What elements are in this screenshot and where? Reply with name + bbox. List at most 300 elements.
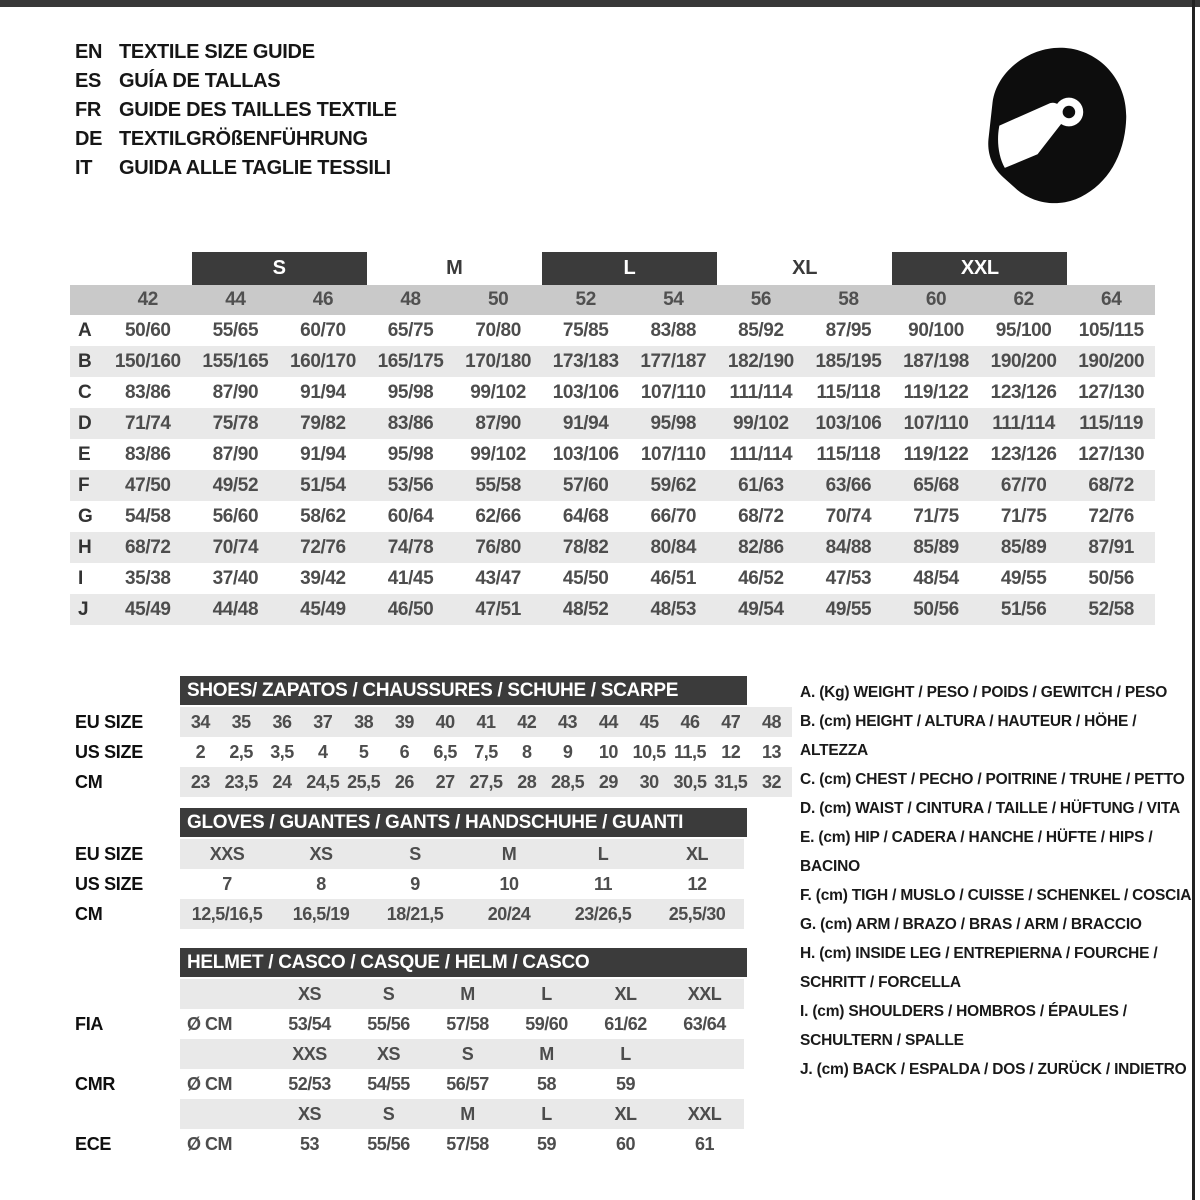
measure-letter: I	[78, 567, 83, 589]
size-group-label: XL	[614, 983, 637, 1004]
size-value-cell: 38	[354, 711, 374, 732]
spacer	[75, 948, 180, 979]
legend-item: A. (Kg) WEIGHT / PESO / POIDS / GEWITCH / PESO	[800, 684, 1168, 701]
size-value-cell: 12	[721, 741, 741, 762]
size-value-cell: 53/56	[387, 474, 434, 496]
size-value-cell: 11	[593, 873, 613, 894]
size-value-cell: 78/82	[562, 536, 609, 558]
shoes-table-title: SHOES/ ZAPATOS / CHAUSSURES / SCHUHE / SCARPE	[180, 676, 747, 705]
shoes-row-labels	[70, 676, 180, 797]
language-code: EN	[75, 41, 103, 63]
size-value-cell: 59	[615, 1073, 636, 1094]
size-value-cell: 115/118	[816, 381, 881, 403]
size-value-cell: 31,5	[714, 771, 748, 792]
size-value-cell: 49/54	[738, 598, 784, 620]
size-value-cell: 35/38	[125, 567, 171, 589]
language-title-list	[75, 38, 397, 183]
size-group-label: XS	[297, 1103, 321, 1124]
size-value-cell: 95/98	[387, 443, 434, 465]
size-group-label	[665, 1039, 744, 1069]
size-value-cell: 187/198	[903, 350, 969, 372]
size-value-cell: 65/75	[387, 319, 434, 341]
size-group-label: M	[460, 1103, 475, 1124]
row-label: EU SIZE	[75, 843, 143, 864]
size-value-cell: 190/200	[1078, 350, 1145, 372]
size-value-cell: 103/106	[552, 381, 619, 403]
size-value-cell: 51/54	[300, 474, 346, 496]
numeric-size-header-row	[70, 285, 1155, 315]
table-row	[70, 315, 1155, 346]
language-code: ES	[75, 70, 102, 92]
size-value-cell: 43	[558, 711, 578, 732]
size-value-cell: 4	[318, 741, 328, 762]
size-value-cell: 82/86	[738, 536, 784, 558]
numeric-size-label: 54	[663, 289, 684, 310]
size-value-cell: 58	[536, 1073, 557, 1094]
size-value-cell: 41	[476, 711, 496, 732]
size-value-cell: 7,5	[474, 741, 498, 762]
size-value-cell: 65/68	[913, 474, 959, 496]
size-group-label: XXL	[687, 1103, 722, 1124]
size-value-cell: 27,5	[469, 771, 503, 792]
size-value-cell: 39/42	[300, 567, 346, 589]
language-title-row	[75, 125, 397, 154]
size-value-cell: 83/86	[125, 381, 171, 403]
size-value-cell: 10,5	[632, 741, 666, 762]
size-value-cell: 45	[639, 711, 659, 732]
size-value-cell: 48	[762, 711, 782, 732]
size-value-cell: 57/58	[446, 1133, 489, 1154]
numeric-size-label: 50	[487, 289, 509, 310]
size-value-cell: 95/100	[995, 319, 1052, 341]
measure-letter: E	[78, 443, 91, 465]
size-value-cell: 8	[522, 741, 532, 762]
shoes-cm-row	[180, 767, 792, 797]
size-value-cell: 68/72	[738, 505, 784, 527]
helmet-values-row	[180, 1069, 744, 1099]
size-value-cell: 7	[222, 873, 232, 894]
shoes-us-row	[180, 737, 792, 767]
size-value-cell: 9	[410, 873, 420, 894]
size-value-cell: 72/76	[1088, 505, 1134, 527]
size-value-cell: 68/72	[125, 536, 171, 558]
spacer	[75, 1099, 180, 1129]
numeric-size-label: 46	[312, 289, 334, 310]
size-value-cell: 62/66	[475, 505, 521, 527]
size-value-cell: 91/94	[562, 412, 609, 434]
size-value-cell: 95/98	[650, 412, 697, 434]
size-value-cell: 72/76	[300, 536, 346, 558]
size-value-cell: 182/190	[727, 350, 794, 372]
size-value-cell: 91/94	[300, 443, 346, 465]
size-value-cell: 44/48	[212, 598, 259, 620]
helmet-icon	[983, 44, 1133, 210]
helmet-size-table	[70, 948, 792, 1159]
table-row	[70, 563, 1155, 594]
size-value-cell: 185/195	[815, 350, 882, 372]
size-value-cell: 46/50	[387, 598, 434, 620]
numeric-size-label: 44	[225, 289, 246, 310]
size-value-cell: 29	[598, 771, 618, 792]
size-value-cell: 40	[435, 711, 455, 732]
size-value-cell: 87/95	[825, 319, 872, 341]
helmet-table-title: HELMET / CASCO / CASQUE / HELM / CASCO	[180, 948, 747, 977]
size-value-cell: 111/114	[992, 412, 1055, 434]
size-value-cell: 12	[687, 873, 707, 894]
shoes-table-body	[180, 707, 792, 797]
size-value-cell: 160/170	[290, 350, 356, 372]
numeric-size-label: 60	[925, 289, 947, 310]
numeric-size-label: 58	[838, 289, 859, 310]
size-value-cell: 60/70	[300, 319, 346, 341]
size-group-label: S	[382, 983, 395, 1004]
legend-item: G. (cm) ARM / BRAZO / BRAS / ARM / BRACCIO	[800, 916, 1142, 933]
size-value-cell: 3,5	[270, 741, 294, 762]
size-value-cell: 85/92	[738, 319, 784, 341]
size-value-cell: M	[501, 843, 517, 864]
size-value-cell: 87/90	[212, 443, 259, 465]
size-group-label: S	[192, 252, 367, 285]
size-value-cell: 111/114	[729, 443, 793, 465]
size-value-cell: 155/165	[202, 350, 269, 372]
size-group-label: XXS	[292, 1043, 327, 1064]
textile-size-table	[70, 252, 1155, 625]
size-value-cell: 54/55	[367, 1073, 410, 1094]
size-value-cell: 99/102	[733, 412, 789, 434]
table-row	[70, 408, 1155, 439]
size-group-label: XL	[792, 257, 818, 279]
size-value-cell: 56/57	[446, 1073, 489, 1094]
spacer	[75, 676, 180, 707]
size-value-cell: 91/94	[300, 381, 346, 403]
size-value-cell: 127/130	[1078, 381, 1145, 403]
empty-cell	[180, 979, 270, 1009]
size-value-cell: 5	[358, 741, 369, 762]
helmet-table-body	[180, 979, 792, 1159]
size-value-cell: 107/110	[640, 443, 706, 465]
measure-letter: B	[78, 350, 92, 372]
helmet-sizes-row	[180, 1099, 744, 1129]
size-group-label: L	[620, 1043, 631, 1064]
row-label: CMR	[75, 1073, 116, 1094]
size-group-label: M	[446, 257, 463, 279]
size-value-cell: 8	[316, 873, 326, 894]
size-value-cell: 58/62	[300, 505, 346, 527]
size-value-cell: 90/100	[908, 319, 964, 341]
numeric-size-label: 48	[400, 289, 421, 310]
size-value-cell: 61	[694, 1133, 715, 1154]
size-value-cell: 24	[272, 771, 292, 792]
size-value-cell: 28,5	[551, 771, 585, 792]
size-value-cell	[665, 1069, 744, 1099]
size-value-cell: 71/75	[913, 505, 959, 527]
diameter-unit-label: Ø CM	[187, 1013, 232, 1034]
size-value-cell: 49/52	[212, 474, 259, 496]
size-value-cell: 123/126	[990, 381, 1057, 403]
size-value-cell: 170/180	[465, 350, 532, 372]
top-border-strip	[0, 0, 1200, 7]
size-value-cell: 119/122	[903, 381, 969, 403]
row-label: US SIZE	[75, 741, 143, 762]
size-group-header-row	[70, 252, 1155, 285]
size-value-cell: 95/98	[387, 381, 434, 403]
numeric-size-label: 56	[750, 289, 772, 310]
size-value-cell: 6,5	[433, 741, 457, 762]
size-value-cell: 107/110	[903, 412, 969, 434]
language-title-row	[75, 38, 397, 67]
row-label: ECE	[75, 1133, 112, 1154]
size-value-cell: 41/45	[387, 567, 434, 589]
size-value-cell: 27	[435, 771, 455, 792]
table-row	[70, 470, 1155, 501]
size-value-cell: 56/60	[212, 505, 259, 527]
size-value-cell: 45/49	[300, 598, 346, 620]
gloves-us-row	[180, 869, 744, 899]
measure-letter: J	[78, 598, 89, 620]
language-title-row	[75, 96, 397, 125]
size-group-label: L	[542, 252, 717, 285]
size-value-cell: 10	[598, 741, 618, 762]
size-value-cell: 48/52	[562, 598, 609, 620]
row-label: US SIZE	[75, 873, 143, 894]
size-value-cell: 111/114	[729, 381, 793, 403]
empty-cell	[180, 1099, 270, 1129]
size-value-cell: 30,5	[673, 771, 707, 792]
size-value-cell: 23/26,5	[574, 903, 632, 924]
size-value-cell: 61/62	[604, 1013, 647, 1034]
size-value-cell: 87/91	[1088, 536, 1134, 558]
size-value-cell: 46/51	[650, 567, 697, 589]
size-value-cell: 11,5	[673, 741, 706, 762]
size-value-cell: 28	[517, 771, 537, 792]
helmet-sizes-row	[180, 979, 744, 1009]
size-value-cell: 49/55	[1000, 567, 1047, 589]
size-value-cell: 47/50	[125, 474, 171, 496]
size-value-cell: 30	[639, 771, 659, 792]
size-value-cell: 55/65	[212, 319, 259, 341]
size-value-cell: 16,5/19	[292, 903, 350, 924]
size-value-cell: 37/40	[212, 567, 259, 589]
gloves-cm-row	[180, 899, 744, 929]
measure-letter: F	[78, 474, 90, 496]
size-value-cell: 59	[536, 1133, 557, 1154]
row-label: CM	[75, 903, 103, 924]
legend-item: F. (cm) TIGH / MUSLO / CUISSE / SCHENKEL / COSCIA	[800, 887, 1192, 904]
guide-title: GUIDE DES TAILLES TEXTILE	[119, 99, 397, 121]
size-value-cell: 48/54	[913, 567, 959, 589]
legend-item: C. (cm) CHEST / PECHO / POITRINE / TRUHE / PETTO	[800, 771, 1185, 788]
language-title-row	[75, 154, 397, 183]
size-value-cell: 75/85	[562, 319, 609, 341]
spacer	[75, 1039, 180, 1069]
size-value-cell: 70/80	[475, 319, 521, 341]
numeric-size-label: 62	[1013, 289, 1034, 310]
size-value-cell: 45/50	[562, 567, 609, 589]
size-value-cell: 25,5	[347, 771, 381, 792]
size-value-cell: L	[597, 843, 609, 864]
size-group-label: XXL	[892, 252, 1067, 285]
language-title-row	[75, 67, 397, 96]
measurement-legend	[800, 678, 1200, 1084]
row-label: FIA	[75, 1013, 104, 1034]
size-value-cell: 37	[313, 711, 333, 732]
shoes-size-table	[70, 676, 792, 797]
size-value-cell: 60	[615, 1133, 636, 1154]
size-group-label: XL	[614, 1103, 637, 1124]
table-row	[70, 594, 1155, 625]
gloves-row-labels	[70, 808, 180, 929]
size-value-cell: 74/78	[387, 536, 434, 558]
row-label: CM	[75, 771, 103, 792]
size-value-cell: S	[409, 843, 421, 864]
numeric-size-label: 52	[575, 289, 596, 310]
size-group-label: S	[461, 1043, 474, 1064]
size-value-cell: 45/49	[125, 598, 171, 620]
size-value-cell: 50/60	[125, 319, 171, 341]
size-value-cell: 107/110	[640, 381, 706, 403]
size-group-label: L	[541, 983, 552, 1004]
size-value-cell: 115/119	[1079, 412, 1144, 434]
size-value-cell: 83/88	[650, 319, 697, 341]
size-value-cell: 105/115	[1078, 319, 1144, 341]
helmet-row-labels	[70, 948, 180, 1159]
size-value-cell: 54/58	[125, 505, 171, 527]
size-value-cell: 50/56	[913, 598, 959, 620]
size-value-cell: 71/74	[125, 412, 171, 434]
size-group-label: S	[382, 1103, 395, 1124]
size-value-cell: 55/56	[367, 1133, 410, 1154]
table-row	[70, 346, 1155, 377]
gloves-eu-row	[180, 839, 744, 869]
size-value-cell: 85/89	[1000, 536, 1047, 558]
size-value-cell: XXS	[209, 843, 245, 864]
shoes-eu-row	[180, 707, 792, 737]
size-value-cell: 127/130	[1078, 443, 1145, 465]
size-value-cell: 2	[195, 741, 206, 762]
legend-item: D. (cm) WAIST / CINTURA / TAILLE / HÜFTUNG / VITA	[800, 800, 1180, 817]
gloves-table-body	[180, 839, 792, 929]
size-value-cell: 80/84	[650, 536, 697, 558]
measure-letter: G	[78, 505, 93, 527]
numeric-size-label: 64	[1101, 289, 1122, 310]
guide-title: TEXTILGRÖßENFÜHRUNG	[119, 128, 368, 150]
size-value-cell: 61/63	[738, 474, 784, 496]
size-value-cell: 36	[272, 711, 292, 732]
size-value-cell: 49/55	[825, 598, 872, 620]
size-value-cell: 87/90	[475, 412, 521, 434]
size-group-label: M	[460, 983, 475, 1004]
size-value-cell: 47/51	[475, 598, 521, 620]
table-row	[70, 377, 1155, 408]
size-value-cell: 83/86	[387, 412, 434, 434]
helmet-values-row	[180, 1009, 744, 1039]
size-value-cell: 115/118	[816, 443, 881, 465]
size-value-cell: 57/58	[446, 1013, 489, 1034]
size-value-cell: 85/89	[913, 536, 959, 558]
measure-letter: A	[78, 319, 92, 341]
guide-title: TEXTILE SIZE GUIDE	[119, 41, 315, 63]
size-value-cell: 50/56	[1088, 567, 1134, 589]
size-value-cell: 63/64	[683, 1013, 726, 1034]
spacer	[75, 979, 180, 1009]
size-value-cell: 79/82	[300, 412, 346, 434]
size-value-cell: 103/106	[815, 412, 882, 434]
numeric-size-label: 42	[137, 289, 158, 310]
legend-item: H. (cm) INSIDE LEG / ENTREPIERNA / FOURCHE / SCHRITT / FORCELLA	[800, 945, 1158, 991]
size-value-cell: 60/64	[387, 505, 434, 527]
size-value-cell: 2,5	[229, 741, 253, 762]
size-group-label: M	[539, 1043, 554, 1064]
size-value-cell: 103/106	[552, 443, 619, 465]
size-value-cell: 12,5/16,5	[191, 903, 263, 924]
empty-cell	[104, 252, 192, 285]
size-value-cell: 66/70	[650, 505, 697, 527]
empty-cell	[180, 1039, 270, 1069]
size-value-cell: 70/74	[212, 536, 259, 558]
size-value-cell: 23	[190, 771, 210, 792]
legend-item: E. (cm) HIP / CADERA / HANCHE / HÜFTE / HIPS / BACINO	[800, 829, 1153, 875]
size-value-cell: 39	[394, 711, 414, 732]
size-value-cell: 53	[299, 1133, 320, 1154]
row-label: EU SIZE	[75, 711, 143, 732]
guide-title: GUÍA DE TALLAS	[119, 70, 281, 92]
diameter-unit-label: Ø CM	[187, 1133, 232, 1154]
size-value-cell: 119/122	[903, 443, 969, 465]
size-value-cell: 99/102	[470, 381, 526, 403]
size-value-cell: 55/58	[475, 474, 521, 496]
size-value-cell: 84/88	[825, 536, 872, 558]
helmet-sizes-row	[180, 1039, 744, 1069]
size-value-cell: 47/53	[825, 567, 872, 589]
measure-letter: C	[78, 381, 92, 403]
size-value-cell: 18/21,5	[386, 903, 444, 924]
size-group-label: XS	[376, 1043, 400, 1064]
size-value-cell: 55/56	[367, 1013, 410, 1034]
size-value-cell: 6	[399, 741, 410, 762]
size-value-cell: 177/187	[640, 350, 707, 372]
measure-letter: H	[78, 536, 92, 558]
table-row	[70, 501, 1155, 532]
size-value-cell: 13	[762, 741, 782, 762]
size-value-cell: 25,5/30	[668, 903, 726, 924]
legend-item: I. (cm) SHOULDERS / HOMBROS / ÉPAULES / SCHULTERN / SPALLE	[800, 1003, 1127, 1049]
size-value-cell: 44	[598, 711, 618, 732]
empty-cell	[70, 285, 104, 315]
size-value-cell: 20/24	[487, 903, 531, 924]
size-value-cell: 46	[680, 711, 700, 732]
size-value-cell: 64/68	[562, 505, 609, 527]
size-value-cell: 87/90	[212, 381, 259, 403]
size-value-cell: XS	[309, 843, 333, 864]
size-value-cell: 23,5	[224, 771, 258, 792]
table-row	[70, 532, 1155, 563]
gloves-size-table	[70, 808, 792, 929]
size-value-cell: 99/102	[470, 443, 526, 465]
measure-letter: D	[78, 412, 92, 434]
size-value-cell: 48/53	[650, 598, 697, 620]
size-value-cell: 10	[499, 873, 519, 894]
size-value-cell: 42	[517, 711, 537, 732]
size-value-cell: 47	[721, 711, 741, 732]
size-value-cell: 46/52	[738, 567, 784, 589]
size-value-cell: 190/200	[990, 350, 1057, 372]
size-value-cell: 35	[231, 711, 251, 732]
size-value-cell: 59/60	[525, 1013, 568, 1034]
size-value-cell: 53/54	[288, 1013, 331, 1034]
size-value-cell: 165/175	[377, 350, 444, 372]
gloves-table-title: GLOVES / GUANTES / GANTS / HANDSCHUHE / GUANTI	[180, 808, 747, 837]
size-value-cell: 52/58	[1088, 598, 1134, 620]
